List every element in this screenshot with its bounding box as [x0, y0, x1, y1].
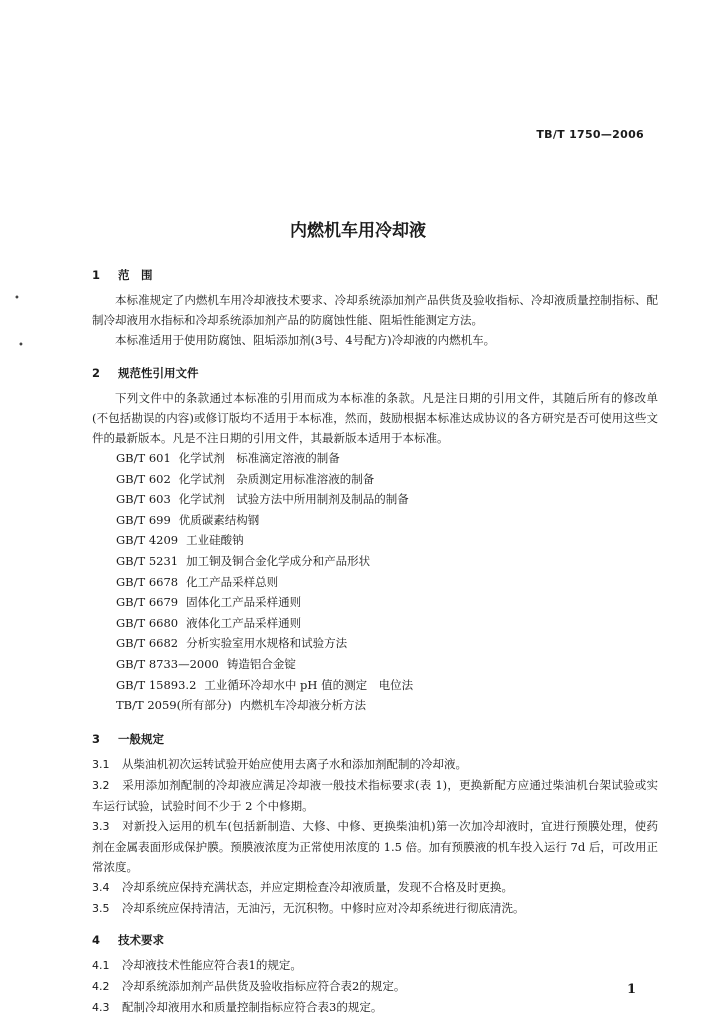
clause-number: 4.1 [92, 958, 110, 972]
clause-number: 3.1 [92, 757, 110, 771]
clause-text: 冷却系统添加剂产品供货及验收指标应符合表2的规定。 [122, 978, 406, 993]
reference-item [116, 592, 658, 613]
reference-code: GB/T 601 [116, 451, 171, 465]
reference-code: GB/T 6679 [116, 595, 179, 610]
section-scope [92, 266, 658, 350]
reference-item [116, 654, 658, 675]
section-title: 范 围 [118, 268, 153, 282]
reference-title: 工业循环冷却水中 pH 值的测定 电位法 [204, 677, 414, 692]
section-normative-references [92, 364, 658, 716]
paragraph: 本标准适用于使用防腐蚀、阻垢添加剂(3号、4号配方)冷却液的内燃机车。 [115, 333, 496, 347]
section-title: 一般规定 [118, 731, 164, 746]
clause-text: 冷却系统应保持清洁，无油污，无沉积物。中修时应对冷却系统进行彻底清洗。 [122, 900, 525, 915]
reference-item [116, 489, 658, 510]
reference-code: GB/T 8733—2000 [116, 656, 219, 671]
section-heading [92, 931, 658, 949]
clause-text: 配制冷却液用水和质量控制指标应符合表3的规定。 [122, 999, 383, 1014]
reference-code: GB/T 699 [116, 512, 171, 527]
reference-title: 化学试剂 试验方法中所用制剂及制品的制备 [178, 492, 409, 507]
reference-code: GB/T 6680 [116, 615, 179, 630]
section-title: 技术要求 [118, 932, 164, 947]
reference-item [116, 551, 658, 572]
section-heading [92, 364, 658, 382]
clause [92, 877, 658, 898]
reference-title: 液体化工产品采样通则 [186, 615, 302, 630]
section-number: 4 [92, 932, 101, 947]
reference-code: TB/T 2059(所有部分) [116, 698, 232, 713]
reference-item [116, 695, 658, 716]
clause-text: 对新投入运用的机车(包括新制造、大修、中修、更换柴油机)第一次加冷却液时，宜进行预膜处理，使药剂在金属表面形成保护膜。预膜液浓度为正常使用浓度的 1.5 倍。加有预膜液的机车投入运行 7d 后，可改用正常浓度。 [92, 818, 658, 874]
clause-text: 采用添加剂配制的冷却液应满足冷却液一般技术指标要求(表 1)，更换新配方应通过柴油机台架试验或实车运行试验，试验时间不少于 2 个中修期。 [92, 777, 658, 813]
clause-number: 3.2 [92, 778, 110, 792]
reference-code: GB/T 6678 [116, 574, 179, 589]
section-number: 2 [92, 366, 101, 380]
reference-item [116, 469, 658, 490]
paragraph: 本标准规定了内燃机车用冷却液技术要求、冷却系统添加剂产品供货及验收指标、冷却液质量控制指标、配制冷却液用水指标和冷却系统添加剂产品的防腐蚀性能、阻垢性能测定方法。 [92, 293, 658, 327]
reference-title: 铸造铝合金锭 [226, 656, 296, 671]
reference-title: 化学试剂 杂质测定用标准溶液的制备 [178, 471, 375, 486]
reference-item [116, 448, 658, 469]
clause-text: 从柴油机初次运转试验开始应使用去离子水和添加剂配制的冷却液。 [122, 756, 467, 771]
clause-text: 冷却系统应保持充满状态，并应定期检查冷却液质量，发现不合格及时更换。 [122, 879, 513, 894]
clause-text: 冷却液技术性能应符合表1的规定。 [122, 957, 302, 972]
document-title: 内燃机车用冷却液 [290, 221, 426, 241]
reference-item [116, 572, 658, 593]
document-body [92, 266, 658, 1018]
reference-item [116, 510, 658, 531]
reference-title: 内燃机车冷却液分析方法 [239, 698, 367, 713]
section-heading [92, 266, 658, 284]
margin-dot: • [14, 293, 20, 304]
clause [92, 997, 658, 1018]
reference-code: GB/T 5231 [116, 553, 179, 568]
clause [92, 976, 658, 997]
page-number: 1 [626, 982, 636, 997]
clause [92, 754, 658, 775]
reference-title: 分析实验室用水规格和试验方法 [186, 636, 348, 651]
section-general-provisions [92, 730, 658, 919]
clause [92, 816, 658, 877]
clause [92, 955, 658, 976]
reference-item [116, 633, 658, 654]
reference-code: GB/T 602 [116, 471, 171, 486]
clause-number: 4.3 [92, 1000, 110, 1014]
reference-code: GB/T 6682 [116, 636, 179, 651]
reference-title: 化工产品采样总则 [186, 574, 279, 589]
reference-title: 工业硅酸钠 [186, 533, 244, 548]
reference-code: GB/T 4209 [116, 533, 179, 548]
section-technical-requirements [92, 931, 658, 1018]
reference-item [116, 613, 658, 634]
reference-title: 化学试剂 标准滴定溶液的制备 [178, 451, 340, 465]
standard-code: TB/T 1750—2006 [536, 128, 644, 141]
reference-code: GB/T 603 [116, 492, 171, 507]
clause [92, 775, 658, 816]
section-heading [92, 730, 658, 748]
reference-list [92, 448, 658, 716]
reference-title: 加工铜及铜合金化学成分和产品形状 [186, 553, 371, 568]
clause-number: 3.3 [92, 819, 110, 833]
section-number: 3 [92, 731, 101, 746]
clause-number: 4.2 [92, 979, 110, 993]
reference-title: 优质碳素结构钢 [178, 512, 260, 527]
clause-number: 3.4 [92, 880, 110, 894]
paragraph: 下列文件中的条款通过本标准的引用而成为本标准的条款。凡是注日期的引用文件，其随后所有的修改单(不包括勘误的内容)或修订版均不适用于本标准，然而，鼓励根据本标准达成协议的各方研究是否可使用这些文件的最新版本。凡是不注日期的引用文件，其最新版本适用于本标准。 [92, 391, 658, 445]
reference-code: GB/T 15893.2 [116, 677, 197, 692]
reference-item [116, 675, 658, 696]
clause [92, 898, 658, 919]
margin-dot: • [18, 340, 24, 351]
section-title: 规范性引用文件 [118, 366, 199, 380]
clause-number: 3.5 [92, 901, 110, 915]
reference-item [116, 530, 658, 551]
section-number: 1 [92, 268, 101, 282]
reference-title: 固体化工产品采样通则 [186, 595, 302, 610]
